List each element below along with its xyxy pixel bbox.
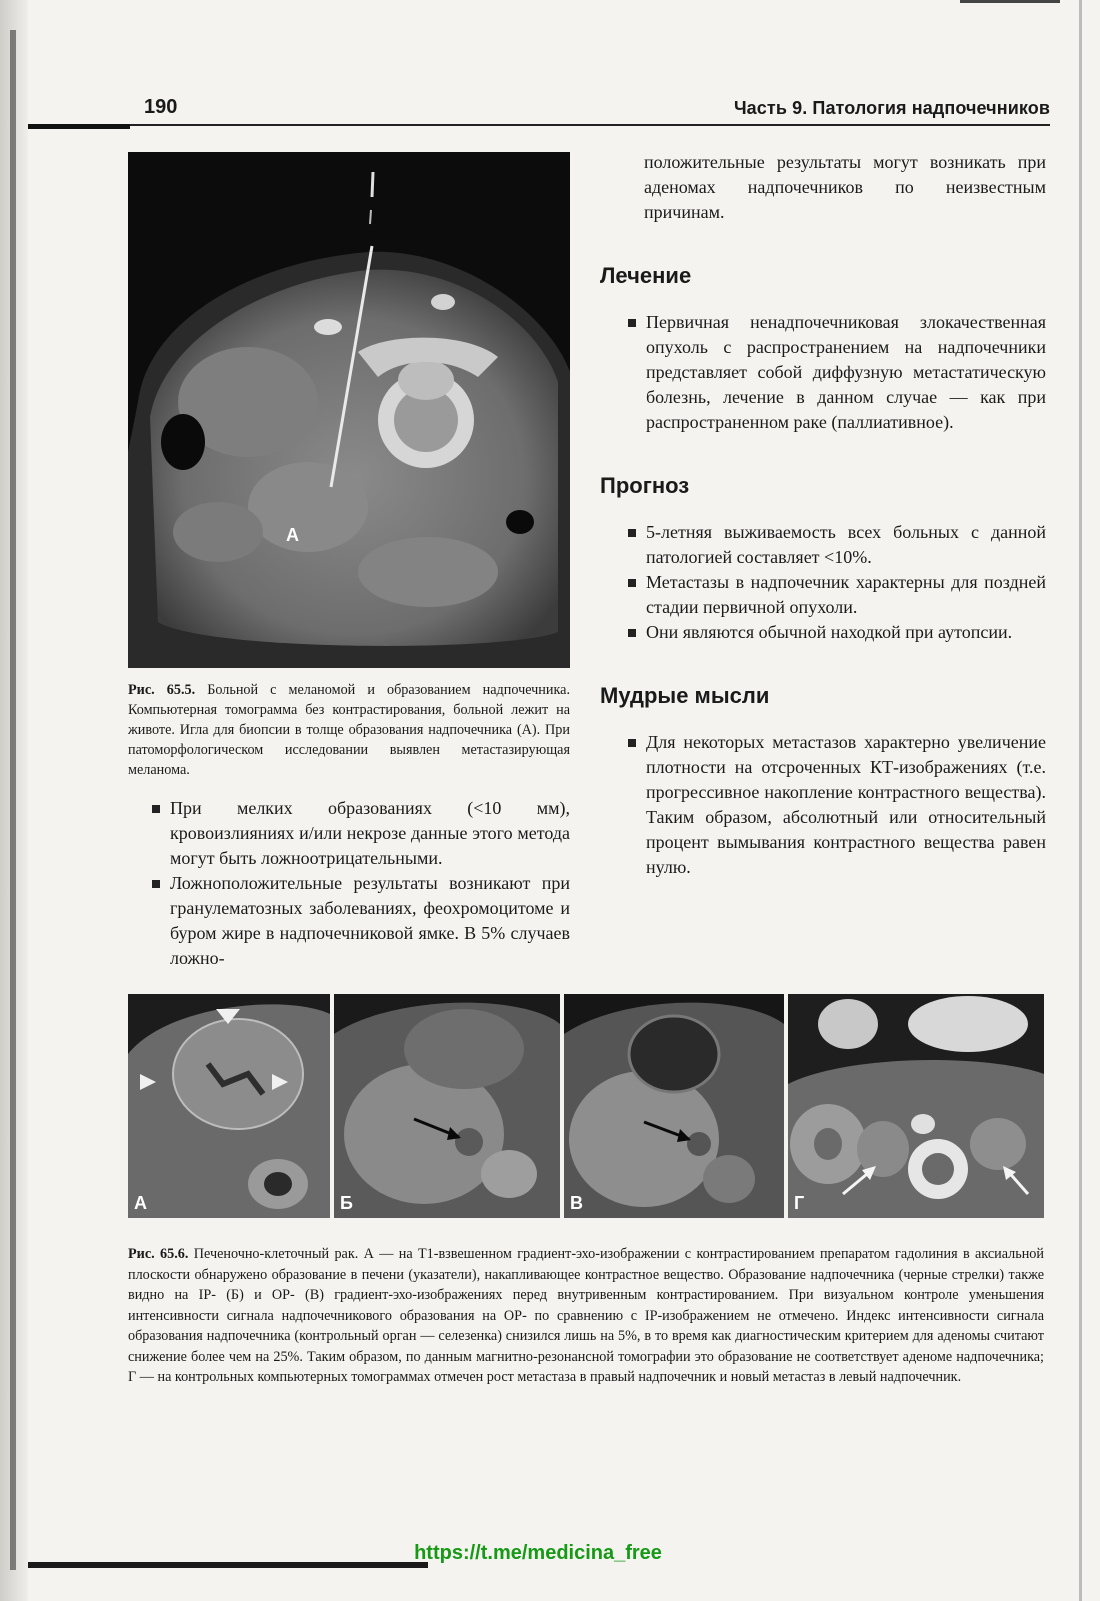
- figure-panel-a: [128, 994, 330, 1218]
- bullet-text: Ложноположительные результаты возникают при гранулематозных заболеваниях, феохромоцитоме и буром жире в надпочечниковой ямке. В 5% случаев ложно-: [170, 873, 570, 968]
- bullet-text: Первичная ненадпочечниковая злокачественная опухоль с распространением на надпочечники представляет собой диффузную метастатическую болезнь, лечение в данном случае — как при распространенном раке (паллиативное).: [646, 312, 1046, 432]
- ct-image: [788, 994, 1044, 1218]
- list-item: [628, 730, 1046, 880]
- header-rule: [130, 124, 1050, 126]
- list-item: [628, 570, 1046, 620]
- bullet-square-icon: [628, 319, 636, 327]
- panel-label: Г: [794, 1193, 805, 1213]
- list-item: [152, 871, 570, 971]
- mri-image: [334, 994, 560, 1218]
- caption-label: Рис. 65.6.: [128, 1246, 189, 1262]
- section-heading-treatment: Лечение: [600, 263, 692, 288]
- figure-mri-panels: [128, 994, 1044, 1218]
- left-bullet-list: [152, 796, 570, 971]
- page-right-edge: [1079, 0, 1082, 1601]
- bullet-text: При мелких образованиях (<10 мм), кровоизлияниях и/или некрозе данные этого метода могут быть ложноотрицательными.: [170, 798, 570, 868]
- mri-image: [564, 994, 784, 1218]
- panel-label: Б: [340, 1193, 353, 1213]
- caption-text: Больной с меланомой и образованием надпочечника. Компьютерная томограмма без контрастирования, больной лежит на животе. Игла для биопсии в толще образования надпочечника (А). При патоморфологическом исследовании выявлен метастазирующая меланома.: [128, 682, 570, 778]
- section-heading-wise-thoughts: Мудрые мысли: [600, 683, 770, 708]
- running-title: Часть 9. Патология надпочечников: [733, 98, 1050, 118]
- ct-scan-image: [128, 152, 570, 668]
- bullet-square-icon: [152, 880, 160, 888]
- list-item: [628, 520, 1046, 570]
- continued-paragraph: положительные результаты могут возникать при аденомах надпочечников по неизвестным причинам.: [644, 152, 1046, 222]
- panel-label: В: [570, 1193, 583, 1213]
- page-binding-edge: [0, 0, 28, 1601]
- page-header: [130, 96, 1050, 124]
- page-number: 190: [144, 96, 178, 118]
- caption-text: Печеночно-клеточный рак. А — на Т1-взвешенном градиент-эхо-изображении с контрастированием препаратом гадолиния в аксиальной плоскости обнаружено образование в печени (указатели), накапливающее контрастное вещество. Образование надпочечника (черные стрелки) также видно на IP- (Б) и OP- (В) градиент-эхо-изображениях перед внутривенным контрастированием. При визуальном контроле уменьшения интенсивности сигнала надпочечникового образования на OP- по сравнению с IP-изображением не отмечено. Индекс интенсивности сигнала образования надпочечника (контрольный орган — селезенка) снизился лишь на 5%, в то время как диагностическим критерием для аденомы считают снижение более чем на 25%. Таким образом, по данным магнитно-резонансной томографии это образование не соответствует аденоме надпочечника; Г — на контрольных компьютерных томограммах отмечен рост метастаза в правый надпочечник и новый метастаз в левый надпочечник.: [128, 1246, 1044, 1385]
- bullet-text: Метастазы в надпочечник характерны для поздней стадии первичной опухоли.: [646, 572, 1046, 617]
- figure-caption-65-6: [128, 1244, 1044, 1388]
- bullet-square-icon: [628, 629, 636, 637]
- figure-panel-label: A: [286, 525, 299, 545]
- top-rule: [960, 0, 1060, 3]
- section-heading-prognosis: Прогноз: [600, 473, 690, 498]
- header-rule-accent: [28, 124, 130, 129]
- mri-image: [128, 994, 330, 1218]
- figure-panel-d: [788, 994, 1044, 1218]
- list-item: [152, 796, 570, 871]
- footer-link[interactable]: https://t.me/medicina_free: [414, 1542, 662, 1564]
- figure-caption-65-5: [128, 680, 570, 780]
- panel-label: А: [134, 1193, 147, 1213]
- list-item: [628, 620, 1046, 645]
- bullet-square-icon: [152, 805, 160, 813]
- bullet-text: 5-летняя выживаемость всех больных с данной патологией составляет <10%.: [646, 522, 1046, 567]
- list-item: [628, 310, 1046, 435]
- figure-panel-c: [564, 994, 784, 1218]
- right-column: [600, 150, 1046, 880]
- bullet-text: Они являются обычной находкой при аутопсии.: [646, 622, 1013, 642]
- bullet-square-icon: [628, 529, 636, 537]
- figure-ct-biopsy: [128, 152, 570, 668]
- bullet-square-icon: [628, 739, 636, 747]
- bullet-square-icon: [628, 579, 636, 587]
- bullet-text: Для некоторых метастазов характерно увеличение плотности на отсроченных КТ-изображениях (т.е. прогрессивное накопление контрастного вещества). Таким образом, абсолютный или относительный процент вымывания контрастного вещества равен нулю.: [646, 732, 1046, 877]
- figure-panel-b: [334, 994, 560, 1218]
- caption-label: Рис. 65.5.: [128, 682, 196, 698]
